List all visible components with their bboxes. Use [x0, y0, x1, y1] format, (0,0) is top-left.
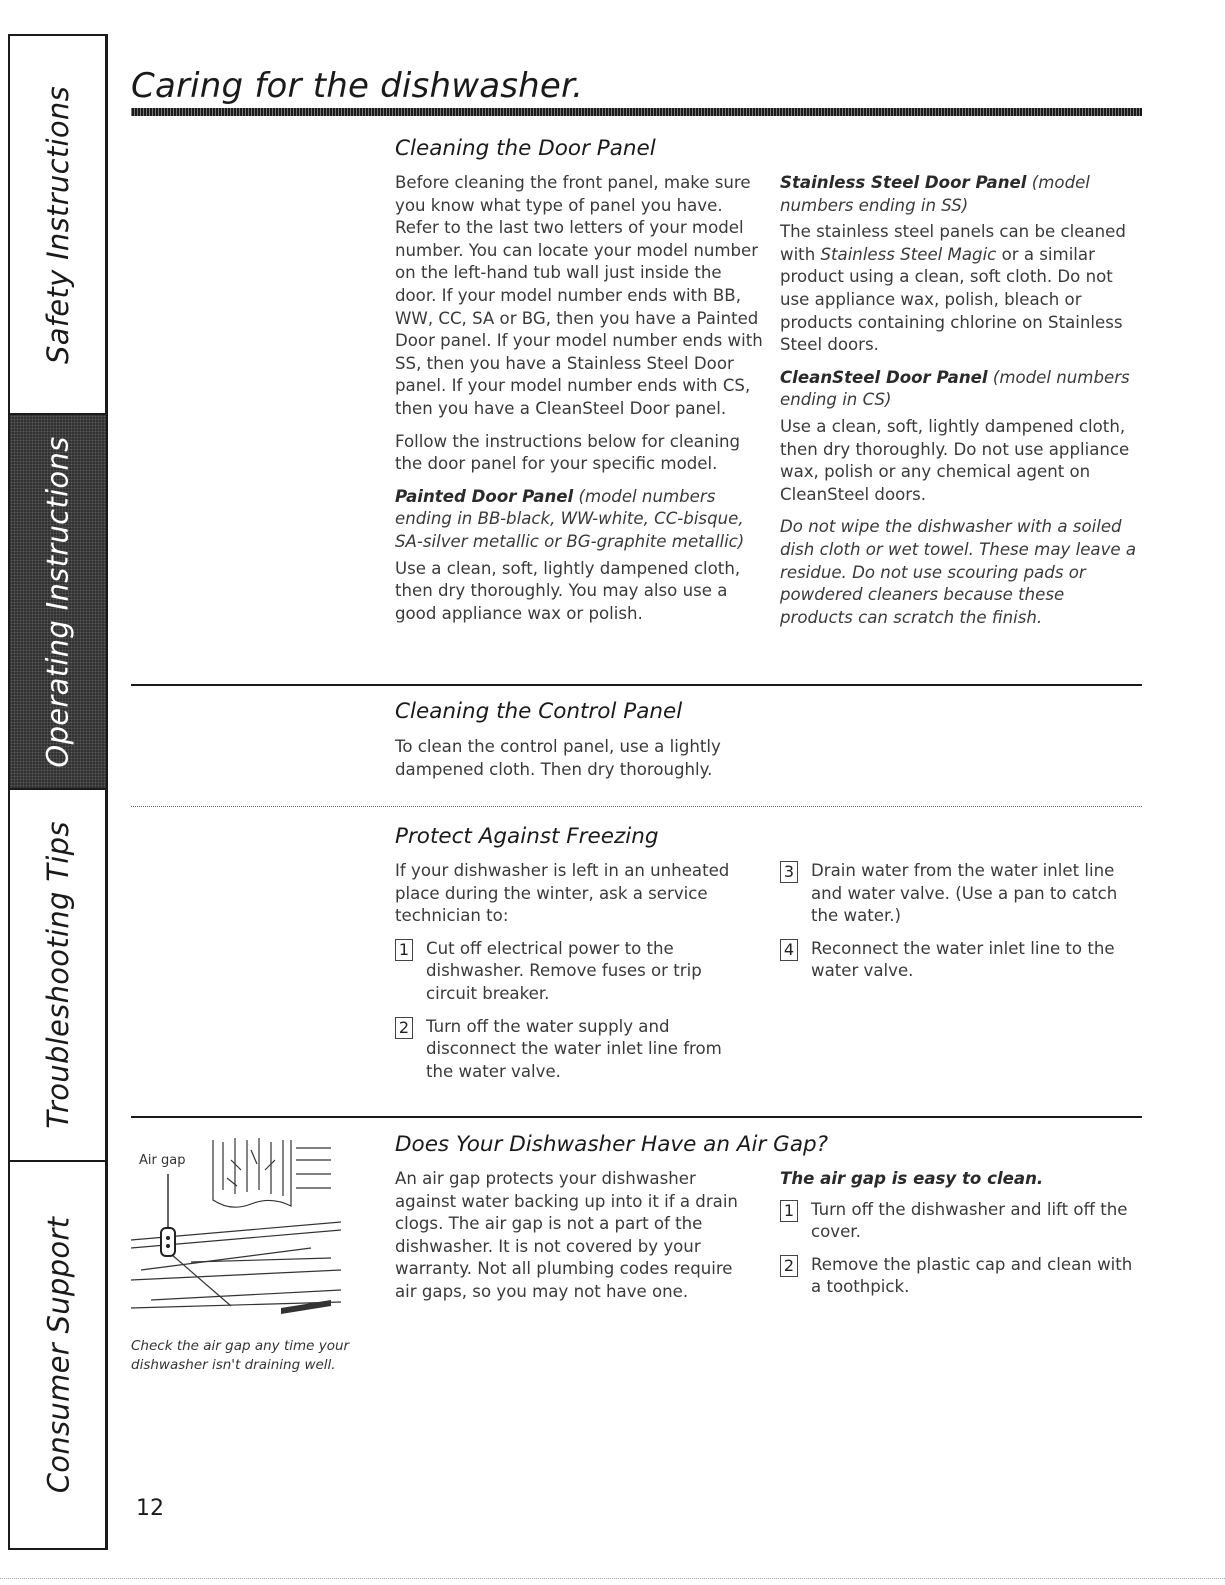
air-gap-text: An air gap protects your dishwasher against water backing up into it if a drain clogs. The air gap is not a part of the dishwasher. It is not covered by your warranty. Not all plumbing codes require air gaps, so you may not have one. [395, 1169, 738, 1301]
freezing-intro: If your dishwasher is left in an unheated place during the winter, ask a service technician to: [395, 861, 730, 926]
step-number-box: 4 [780, 939, 798, 961]
door-panel-follow: Follow the instructions below for cleaning the door panel for your specific model. [395, 431, 741, 474]
stainless-panel-text: The stainless steel panels can be cleaned with Stainless Steel Magic or a similar product using a clean, soft cloth. Do not use appliance wax, polish, bleach or products containing chlorine on Stainless Steel doors. [780, 222, 1126, 355]
air-gap-heading: Does Your Dishwasher Have an Air Gap? [395, 1132, 829, 1157]
stainless-panel-subheading: Stainless Steel Door Panel (model numbers ending in SS) [780, 173, 1090, 215]
title-rule [131, 108, 1142, 116]
section-divider-dotted [131, 806, 1142, 807]
cleansteel-panel-text: Use a clean, soft, lightly dampened cloth, then dry thoroughly. Do not use appliance wax, polish or any chemical agent on CleanSteel doors. [780, 416, 1130, 504]
air-gap-step-2: 2 Remove the plastic cap and clean with a toothpick. [780, 1254, 1140, 1299]
freezing-step-1: 1 Cut off electrical power to the dishwasher. Remove fuses or trip circuit breaker. [395, 938, 750, 1006]
control-panel-heading: Cleaning the Control Panel [395, 699, 683, 724]
step-number-box: 1 [780, 1200, 798, 1222]
bottom-dotted-rule [0, 1578, 1225, 1579]
freezing-heading: Protect Against Freezing [395, 824, 659, 849]
door-panel-heading: Cleaning the Door Panel [395, 136, 656, 161]
cleansteel-panel-subheading: CleanSteel Door Panel (model numbers ending in CS) [780, 367, 1130, 410]
page-number: 12 [136, 1496, 164, 1521]
air-gap-figure-label: Air gap [139, 1153, 186, 1168]
door-panel-warning: Do not wipe the dishwasher with a soiled dish cloth or wet towel. These may leave a residue. Do not use scouring pads or powdered cleaners because these products can scratch the finish. [780, 517, 1137, 627]
air-gap-step-1: 1 Turn off the dishwasher and lift off the cover. [780, 1199, 1140, 1244]
tab-operating-instructions[interactable]: Operating Instructions [10, 413, 106, 788]
page-title: Caring for the dishwasher. [131, 66, 584, 106]
painted-panel-text: Use a clean, soft, lightly dampened cloth, then dry thoroughly. You may also use a good appliance wax or polish. [395, 558, 741, 623]
section-divider [131, 684, 1142, 686]
air-gap-easy-subheading: The air gap is easy to clean. [780, 1169, 1044, 1188]
air-gap-right-column [780, 1168, 1140, 1309]
painted-panel-subheading: Painted Door Panel (model numbers ending in BB-black, WW-white, CC-bisque, SA-silver metallic or BG-graphite metallic) [395, 486, 745, 551]
step-number-box: 3 [780, 861, 798, 883]
door-panel-left-column [395, 172, 763, 635]
step-number-box: 1 [395, 939, 413, 961]
tab-safety-instructions[interactable]: Safety Instructions [41, 85, 75, 364]
freezing-step-2: 2 Turn off the water supply and disconnect the water inlet line from the water valve. [395, 1016, 750, 1084]
tab-consumer-support[interactable]: Consumer Support [10, 1160, 106, 1548]
air-gap-figure-caption: Check the air gap any time your dishwasher isn't draining well. [131, 1338, 350, 1373]
air-gap-illustration [131, 1130, 341, 1326]
door-panel-right-column [780, 172, 1138, 639]
step-number-box: 2 [395, 1017, 413, 1039]
freezing-step-4: 4 Reconnect the water inlet line to the water valve. [780, 938, 1130, 983]
freezing-left-column [395, 860, 750, 1093]
side-tab-strip [8, 34, 108, 1550]
tab-troubleshooting-tips[interactable]: Troubleshooting Tips [10, 788, 106, 1160]
step-number-box: 2 [780, 1255, 798, 1277]
door-panel-intro: Before cleaning the front panel, make sure you know what type of panel you have. Refer to the last two letters of your model number. You can locate your model number on the left-hand tub wall just inside the door. If your model number ends with BB, WW, CC, SA or BG, then you have a Painted Door panel. If your model number ends with SS, then you have a Stainless Steel Door panel. If your model number ends with CS, then you have a CleanSteel Door panel. [395, 173, 763, 418]
freezing-right-column [780, 860, 1130, 993]
section-divider [131, 1116, 1142, 1118]
control-panel-text: To clean the control panel, use a lightly dampened cloth. Then dry thoroughly. [395, 737, 721, 779]
freezing-step-3: 3 Drain water from the water inlet line and water valve. (Use a pan to catch the water.) [780, 860, 1130, 928]
